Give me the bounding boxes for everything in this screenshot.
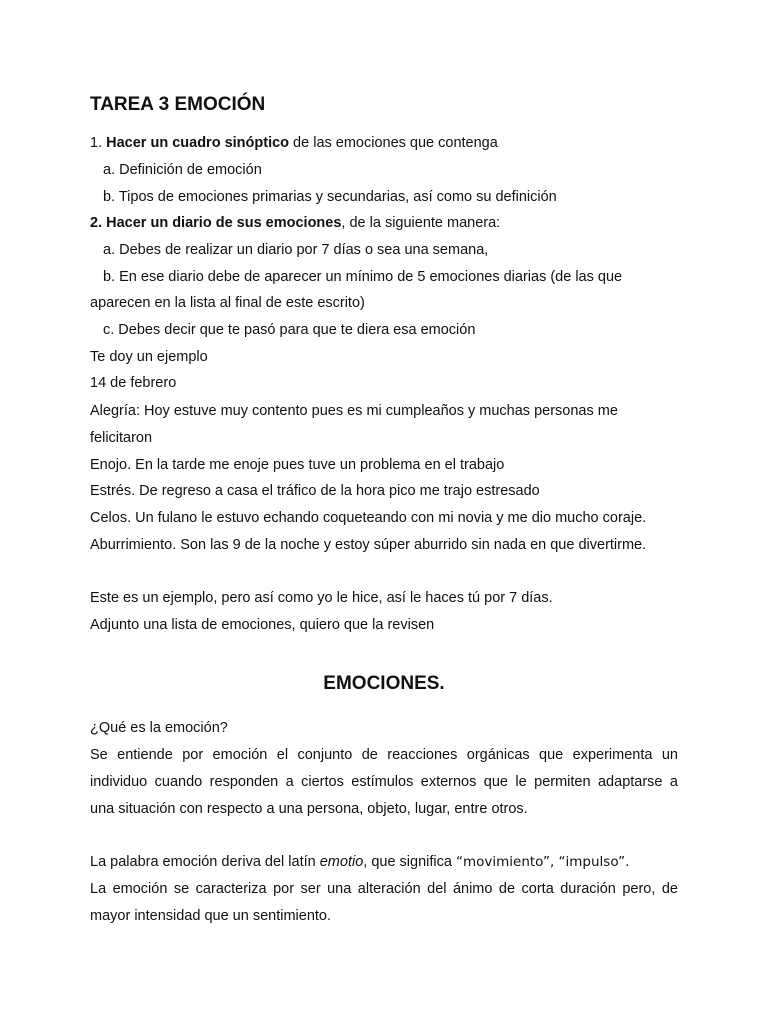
example-estres: Estrés. De regreso a casa el tráfico de la hora pico me trajo estresado bbox=[90, 483, 540, 499]
example-aburrimiento: Aburrimiento. Son las 9 de la noche y estoy súper aburrido sin nada en que divertirme. bbox=[90, 537, 647, 553]
characteristic-line2: mayor intensidad que un sentimiento. bbox=[90, 908, 332, 924]
item-2-a: a. Debes de realizar un diario por 7 días o sea una semana, bbox=[103, 242, 489, 258]
item-1-a: a. Definición de emoción bbox=[103, 162, 262, 178]
item-1-rest: de las emociones que contenga bbox=[289, 135, 498, 151]
closing-line1: Este es un ejemplo, pero así como yo le hice, así le haces tú por 7 días. bbox=[90, 590, 553, 606]
item-1-bold: Hacer un cuadro sinóptico bbox=[106, 135, 290, 151]
origin-meaning: “movimiento”, “impulso”. bbox=[455, 854, 630, 870]
item-2-c: c. Debes decir que te pasó para que te diera esa emoción bbox=[103, 322, 476, 338]
origin-prefix: La palabra emoción deriva del latín bbox=[90, 854, 320, 870]
section-title: EMOCIONES. bbox=[323, 673, 445, 694]
example-celos: Celos. Un fulano le estuvo echando coqueteando con mi novia y me dio mucho coraje. bbox=[90, 510, 647, 526]
item-1-number: 1. bbox=[90, 135, 107, 151]
example-alegria-line2: felicitaron bbox=[90, 430, 153, 446]
definition-line1: Se entiende por emoción el conjunto de reacciones orgánicas que experimenta un bbox=[90, 747, 678, 763]
section-question: ¿Qué es la emoción? bbox=[90, 720, 228, 736]
example-date: 14 de febrero bbox=[90, 375, 177, 391]
item-2 bbox=[90, 214, 500, 232]
definition-line2: individuo cuando responden a ciertos estímulos externos que le permiten adaptarse a bbox=[90, 774, 678, 790]
origin-latin-word: emotio bbox=[319, 854, 364, 870]
characteristic-line1: La emoción se caracteriza por ser una alteración del ánimo de corta duración pero, de bbox=[90, 881, 678, 897]
item-1-b: b. Tipos de emociones primarias y secundarias, así como su definición bbox=[103, 189, 557, 205]
item-1 bbox=[90, 134, 498, 152]
origin-middle: , que significa bbox=[363, 854, 456, 870]
item-2-b-line1: b. En ese diario debe de aparecer un mínimo de 5 emociones diarias (de las que bbox=[103, 269, 623, 285]
definition-line3: una situación con respecto a una persona, objeto, lugar, entre otros. bbox=[90, 801, 528, 817]
document-title: TAREA 3 EMOCIÓN bbox=[90, 94, 266, 115]
example-intro: Te doy un ejemplo bbox=[90, 349, 208, 365]
closing-line2: Adjunto una lista de emociones, quiero que la revisen bbox=[90, 617, 435, 633]
item-2-b-line2: aparecen en la lista al final de este escrito) bbox=[90, 295, 365, 311]
item-2-bold: 2. Hacer un diario de sus emociones bbox=[90, 215, 342, 231]
item-2-rest: , de la siguiente manera: bbox=[341, 215, 501, 231]
example-enojo: Enojo. En la tarde me enoje pues tuve un problema en el trabajo bbox=[90, 457, 505, 473]
example-alegria-line1: Alegría: Hoy estuve muy contento pues es mi cumpleaños y muchas personas me bbox=[90, 403, 618, 419]
origin-line bbox=[90, 853, 629, 871]
